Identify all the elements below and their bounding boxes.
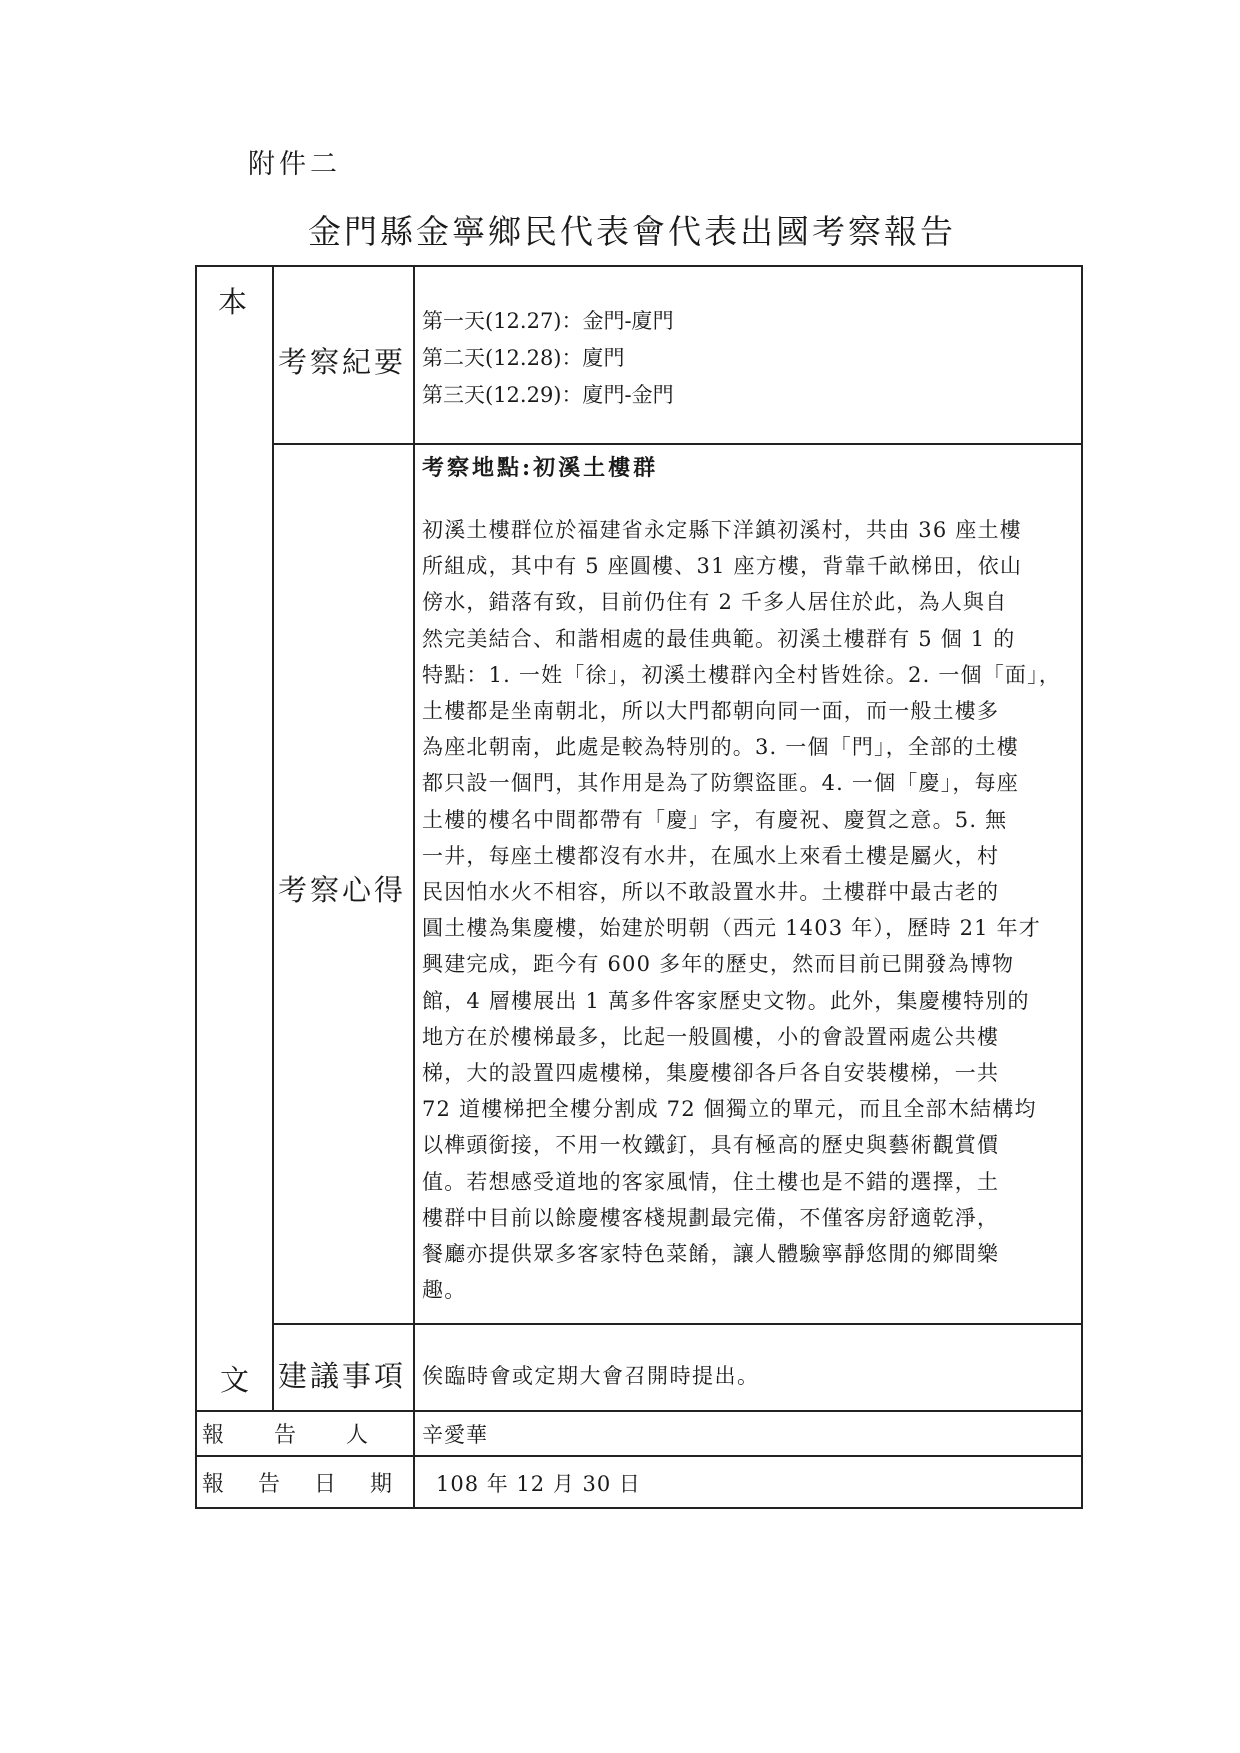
insights-subheading: 考察地點:初溪土樓群 bbox=[422, 455, 659, 481]
insights-paragraph bbox=[422, 512, 1072, 1308]
paragraph-line: 都只設一個門，其作用是為了防禦盜匪。4. 一個「慶」，每座 bbox=[422, 771, 1020, 796]
suggestions-text: 俟臨時會或定期大會召開時提出。 bbox=[422, 1364, 760, 1388]
paragraph-line: 地方在於樓梯最多，比起一般圓樓，小的會設置兩處公共樓 bbox=[422, 1024, 1000, 1049]
side-label-top: 本 bbox=[218, 285, 248, 319]
paragraph-line: 趣。 bbox=[422, 1278, 467, 1303]
row-divider-insights bbox=[272, 1323, 1083, 1325]
paragraph-line: 值。若想感受道地的客家風情，住土樓也是不錯的選擇，土 bbox=[422, 1169, 1000, 1194]
row-divider-summary bbox=[272, 443, 1083, 445]
paragraph-line: 為座北朝南，此處是較為特別的。3. 一個「門」，全部的土樓 bbox=[422, 735, 1020, 760]
paragraph-line: 72 道樓梯把全樓分割成 72 個獨立的單元，而且全部木結構均 bbox=[422, 1097, 1037, 1122]
paragraph-line: 土樓都是坐南朝北，所以大門都朝向同一面，而一般土樓多 bbox=[422, 699, 1000, 724]
report-date-value: 108 年 12 月 30 日 bbox=[436, 1472, 641, 1496]
reporter-label: 報 告 人 bbox=[202, 1423, 371, 1448]
paragraph-line: 傍水，錯落有致，目前仍住有 2 千多人居住於此，為人與自 bbox=[422, 590, 1008, 615]
side-label-bottom: 文 bbox=[220, 1363, 250, 1397]
summary-label: 考察紀要 bbox=[278, 345, 407, 379]
paragraph-line: 初溪土樓群位於福建省永定縣下洋鎮初溪村，共由 36 座土樓 bbox=[422, 518, 1022, 542]
paragraph-line: 特點：1. 一姓「徐」，初溪土樓群內全村皆姓徐。2. 一個「面」， bbox=[422, 662, 1062, 687]
itinerary-day-2: 第二天(12.28)：廈門 bbox=[422, 346, 625, 370]
paragraph-line: 圓土樓為集慶樓，始建於明朝（西元 1403 年），歷時 21 年才 bbox=[422, 916, 1041, 941]
paragraph-line: 民因怕水火不相容，所以不敢設置水井。土樓群中最古老的 bbox=[422, 880, 1000, 905]
paragraph-line: 所組成，其中有 5 座圓樓、31 座方樓，背靠千畝梯田，依山 bbox=[422, 554, 1023, 579]
paragraph-line: 一井，每座土樓都沒有水井，在風水上來看土樓是屬火，村 bbox=[422, 843, 1000, 868]
itinerary-list bbox=[422, 303, 674, 414]
reporter-name: 辛愛華 bbox=[422, 1423, 488, 1447]
paragraph-line: 樓群中目前以餘慶樓客棧規劃最完備，不僅客房舒適乾淨， bbox=[422, 1205, 1000, 1230]
paragraph-line: 興建完成，距今有 600 多年的歷史，然而目前已開發為博物 bbox=[422, 952, 1015, 977]
document-title: 金門縣金寧鄉民代表會代表出國考察報告 bbox=[308, 212, 956, 251]
itinerary-day-1: 第一天(12.27)：金門-廈門 bbox=[422, 309, 674, 333]
suggestions-label: 建議事項 bbox=[278, 1359, 407, 1393]
attachment-label: 附件二 bbox=[248, 149, 341, 180]
report-date-label: 報 告 日 期 bbox=[202, 1472, 399, 1497]
paragraph-line: 館，4 層樓展出 1 萬多件客家歷史文物。此外，集慶樓特別的 bbox=[422, 988, 1030, 1013]
paragraph-line: 土樓的樓名中間都帶有「慶」字，有慶祝、慶賀之意。5. 無 bbox=[422, 807, 1008, 832]
row-divider-reporter bbox=[195, 1455, 1083, 1457]
paragraph-line: 餐廳亦提供眾多客家特色菜餚，讓人體驗寧靜悠閒的鄉間樂 bbox=[422, 1242, 1000, 1267]
paragraph-line: 梯，大的設置四處樓梯，集慶樓卻各戶各自安裝樓梯，一共 bbox=[422, 1061, 1000, 1086]
row-divider-suggestions bbox=[195, 1410, 1083, 1412]
paragraph-line: 然完美結合、和諧相處的最佳典範。初溪土樓群有 5 個 1 的 bbox=[422, 626, 1016, 651]
column-divider-side bbox=[272, 265, 274, 1410]
itinerary-day-3: 第三天(12.29)：廈門-金門 bbox=[422, 383, 674, 407]
paragraph-line: 以榫頭銜接，不用一枚鐵釘，具有極高的歷史與藝術觀賞價 bbox=[422, 1133, 1000, 1158]
insights-label: 考察心得 bbox=[278, 873, 407, 907]
